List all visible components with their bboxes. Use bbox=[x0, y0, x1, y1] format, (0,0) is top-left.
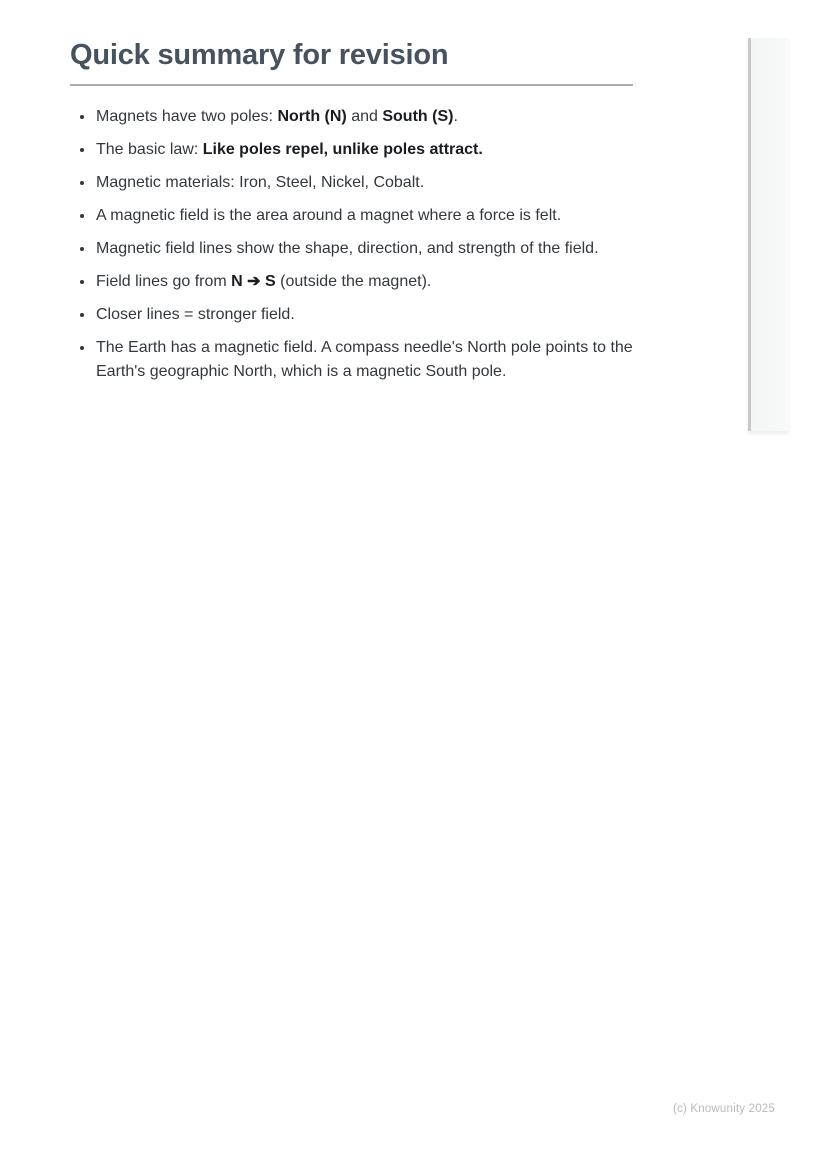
list-item bbox=[95, 204, 633, 228]
page-title: Quick summary for revision bbox=[70, 39, 449, 71]
next-page-edge bbox=[748, 38, 789, 431]
text-segment: Field lines go from bbox=[96, 273, 232, 290]
bold-text-segment: N ➔ S bbox=[231, 273, 276, 290]
document-content bbox=[70, 0, 633, 393]
text-segment: Magnets have two poles: bbox=[96, 108, 278, 125]
text-segment: Closer lines = stronger field. bbox=[96, 306, 295, 323]
copyright-text: (c) Knowunity 2025 bbox=[672, 1103, 775, 1115]
text-segment: Magnetic materials: Iron, Steel, Nickel, Cobalt. bbox=[96, 174, 425, 191]
text-segment: and bbox=[346, 108, 383, 125]
list-item bbox=[95, 171, 633, 195]
text-segment: A magnetic field is the area around a magnet where a force is felt. bbox=[96, 207, 562, 224]
title-divider bbox=[70, 84, 633, 86]
list-item bbox=[95, 303, 633, 327]
text-segment: The Earth has a magnetic field. A compass needle's North pole points to the Earth's geographic North, which is a magnetic South pole. bbox=[96, 339, 633, 380]
bold-text-segment: Like poles repel, unlike poles attract. bbox=[202, 141, 483, 158]
list-item bbox=[95, 336, 633, 384]
text-segment: The basic law: bbox=[96, 141, 203, 158]
list-item bbox=[95, 138, 633, 162]
bold-text-segment: North (N) bbox=[277, 108, 347, 125]
text-segment: . bbox=[453, 108, 458, 125]
list-item bbox=[95, 105, 633, 129]
bold-text-segment: South (S) bbox=[382, 108, 454, 125]
text-segment: (outside the magnet). bbox=[275, 273, 432, 290]
summary-list bbox=[70, 105, 633, 384]
text-segment: Magnetic field lines show the shape, direction, and strength of the field. bbox=[96, 240, 599, 257]
list-item bbox=[95, 270, 633, 294]
list-item bbox=[95, 237, 633, 261]
